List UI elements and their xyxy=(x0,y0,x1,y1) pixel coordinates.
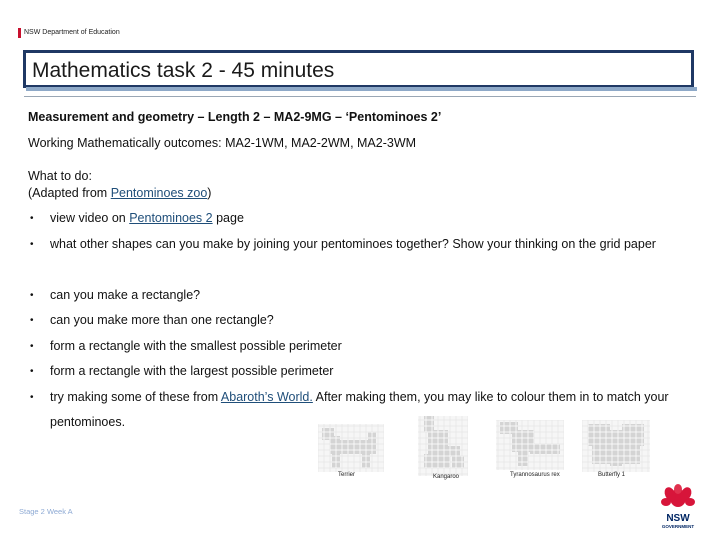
adapted-suffix: ) xyxy=(207,186,212,200)
bullet: • xyxy=(30,289,34,301)
logo-text: NSW xyxy=(666,513,690,524)
adapted-prefix: (Adapted from xyxy=(28,186,111,200)
department-name: NSW Department of Education xyxy=(24,29,120,36)
bullet: • xyxy=(30,238,34,250)
outcomes-text: Working Mathematically outcomes: MA2-1WM, MA2-2WM, MA2-3WM xyxy=(28,136,417,150)
bullet: • xyxy=(30,340,34,352)
task-text: After making them, you may like to colour them in to match your pentominoes. xyxy=(50,389,669,429)
kangaroo-picture xyxy=(418,416,468,476)
logo-subtext: GOVERNMENT xyxy=(661,524,695,529)
bullet: • xyxy=(30,213,34,224)
task-text: form a rectangle with the largest possible perimeter xyxy=(50,364,334,378)
task-text: can you make more than one rectangle? xyxy=(50,313,274,327)
terrier-picture xyxy=(318,424,384,472)
nsw-government-logo xyxy=(658,484,698,531)
terrier-caption: Terrier xyxy=(338,472,356,478)
abaroths-world-link[interactable]: Abaroth’s World. xyxy=(220,389,313,404)
bullet: • xyxy=(30,315,34,326)
pentominoes-2-link[interactable]: Pentominoes 2 xyxy=(129,211,213,225)
task-text: what other shapes can you make by joining your pentominoes together? Show your thinking on the grid paper xyxy=(50,236,656,251)
task-text: try making some of these from xyxy=(50,389,221,404)
task-text: view video on xyxy=(50,211,130,225)
butterfly-caption: Butterfly 1 xyxy=(598,472,626,478)
pentominoes-zoo-link[interactable]: Pentominoes zoo xyxy=(110,186,208,200)
task-text: form a rectangle with the smallest possible perimeter xyxy=(50,338,342,353)
footer-text: Stage 2 Week A xyxy=(19,507,73,516)
bullet: • xyxy=(30,366,34,377)
kangaroo-caption: Kangaroo xyxy=(433,474,460,480)
tyrannosaurus-picture xyxy=(496,420,564,470)
butterfly-picture xyxy=(582,420,650,472)
bullet: • xyxy=(30,391,34,403)
tyrannosaurus-caption: Tyrannosaurus rex xyxy=(510,472,560,478)
page-title: Mathematics task 2 - 45 minutes xyxy=(32,59,335,82)
task-text: can you make a rectangle? xyxy=(50,287,201,302)
waratah-icon xyxy=(658,484,698,510)
task-subtitle: Measurement and geometry – Length 2 – MA2-9MG – ‘Pentominoes 2’ xyxy=(28,110,442,124)
task-text: page xyxy=(212,211,244,225)
what-to-do-heading: What to do: xyxy=(28,169,92,183)
